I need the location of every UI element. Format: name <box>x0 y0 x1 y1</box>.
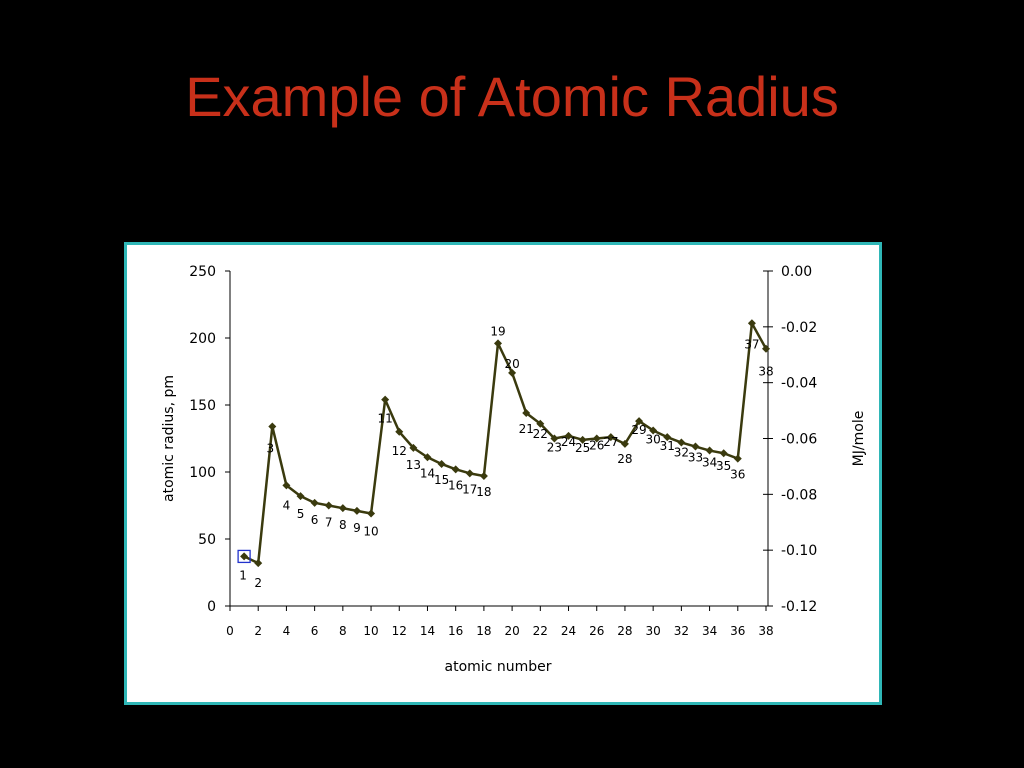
data-point <box>452 465 460 473</box>
point-label: 13 <box>405 457 422 472</box>
data-point <box>720 449 728 457</box>
point-label: 2 <box>254 576 263 591</box>
x-tick-label: 36 <box>730 624 746 638</box>
y-tick-label: 250 <box>189 264 216 280</box>
point-label: 34 <box>701 455 718 470</box>
data-point <box>367 510 375 518</box>
point-label: 19 <box>490 324 506 339</box>
y-axis-title: atomic radius, pm <box>161 374 177 503</box>
point-label: 5 <box>296 507 305 522</box>
x-tick-label: 8 <box>339 624 347 638</box>
data-point <box>494 339 502 347</box>
x-tick-label: 26 <box>589 624 605 638</box>
data-point <box>691 443 699 451</box>
point-label: 35 <box>716 459 732 474</box>
chart-frame <box>124 242 882 705</box>
point-label: 32 <box>673 445 690 460</box>
y-tick-label: 100 <box>189 465 216 481</box>
x-tick-label: 28 <box>617 624 633 638</box>
point-label: 11 <box>377 411 393 426</box>
x-tick-label: 12 <box>391 624 407 638</box>
data-point <box>466 469 474 477</box>
y2-tick-label: -0.08 <box>781 487 818 504</box>
data-point <box>706 447 714 455</box>
x-tick-label: 6 <box>310 624 319 638</box>
point-label: 8 <box>339 518 347 533</box>
x-tick-label: 14 <box>419 624 436 638</box>
point-label: 21 <box>518 422 534 437</box>
point-label: 10 <box>363 524 379 539</box>
point-label: 28 <box>617 451 633 466</box>
atomic-radius-chart <box>127 245 879 702</box>
y2-tick-label: -0.12 <box>781 599 818 615</box>
point-label: 15 <box>433 472 450 487</box>
y2-tick-label: -0.02 <box>781 319 818 336</box>
point-label: 3 <box>266 441 275 456</box>
data-point <box>254 559 262 567</box>
chart-axes <box>230 271 768 606</box>
y2-tick-label: -0.04 <box>781 375 818 392</box>
point-label: 25 <box>574 440 591 455</box>
y2-axis-title: MJ/mole <box>851 410 867 467</box>
y-tick-label: 50 <box>198 532 216 548</box>
y2-tick-label: 0.00 <box>781 264 813 280</box>
point-label: 22 <box>532 426 548 441</box>
x-tick-label: 30 <box>645 624 661 638</box>
x-tick-label: 4 <box>282 624 291 638</box>
data-point <box>381 396 389 404</box>
point-label: 16 <box>448 478 464 493</box>
x-tick-label: 32 <box>673 624 690 638</box>
point-label: 31 <box>659 439 675 454</box>
data-point <box>339 504 347 512</box>
x-tick-label: 16 <box>448 624 464 638</box>
x-tick-label: 38 <box>758 624 774 638</box>
x-tick-label: 0 <box>226 624 234 638</box>
y-tick-label: 150 <box>189 398 216 414</box>
data-point <box>240 552 248 560</box>
y-tick-label: 0 <box>207 599 216 615</box>
point-label: 12 <box>391 443 407 458</box>
data-point <box>438 460 446 468</box>
x-tick-label: 24 <box>560 624 577 638</box>
point-label: 17 <box>462 482 478 497</box>
x-tick-label: 2 <box>254 624 263 638</box>
point-label: 33 <box>687 450 704 465</box>
point-label: 1 <box>239 568 247 583</box>
point-label: 9 <box>353 520 361 535</box>
point-labels <box>239 324 773 590</box>
x-tick-label: 20 <box>504 624 520 638</box>
point-label: 27 <box>603 435 619 450</box>
point-label: 29 <box>631 423 647 438</box>
x-axis-title: atomic number <box>444 659 552 675</box>
y2-tick-label: -0.06 <box>781 431 818 448</box>
point-label: 4 <box>282 498 291 513</box>
x-tick-label: 18 <box>476 624 492 638</box>
point-label: 7 <box>324 515 333 530</box>
data-point <box>353 507 361 515</box>
y2-tick-label: -0.10 <box>781 543 818 560</box>
data-point <box>734 455 742 463</box>
point-label: 36 <box>730 467 746 482</box>
point-label: 24 <box>560 434 577 449</box>
point-label: 37 <box>744 337 760 352</box>
point-label: 23 <box>546 440 563 455</box>
point-label: 6 <box>310 512 319 527</box>
x-tick-label: 10 <box>363 624 379 638</box>
point-label: 20 <box>504 356 520 371</box>
point-label: 38 <box>758 364 774 379</box>
x-tick-label: 22 <box>532 624 548 638</box>
data-point <box>311 499 319 507</box>
y-tick-label: 200 <box>189 331 216 347</box>
point-label: 26 <box>589 438 605 453</box>
x-tick-label: 34 <box>701 624 718 638</box>
data-point <box>325 502 333 510</box>
data-point <box>480 472 488 480</box>
point-label: 14 <box>419 466 436 481</box>
slide-title: Example of Atomic Radius <box>185 65 839 128</box>
data-point <box>268 422 276 430</box>
point-label: 30 <box>645 432 661 447</box>
point-label: 18 <box>476 485 492 500</box>
